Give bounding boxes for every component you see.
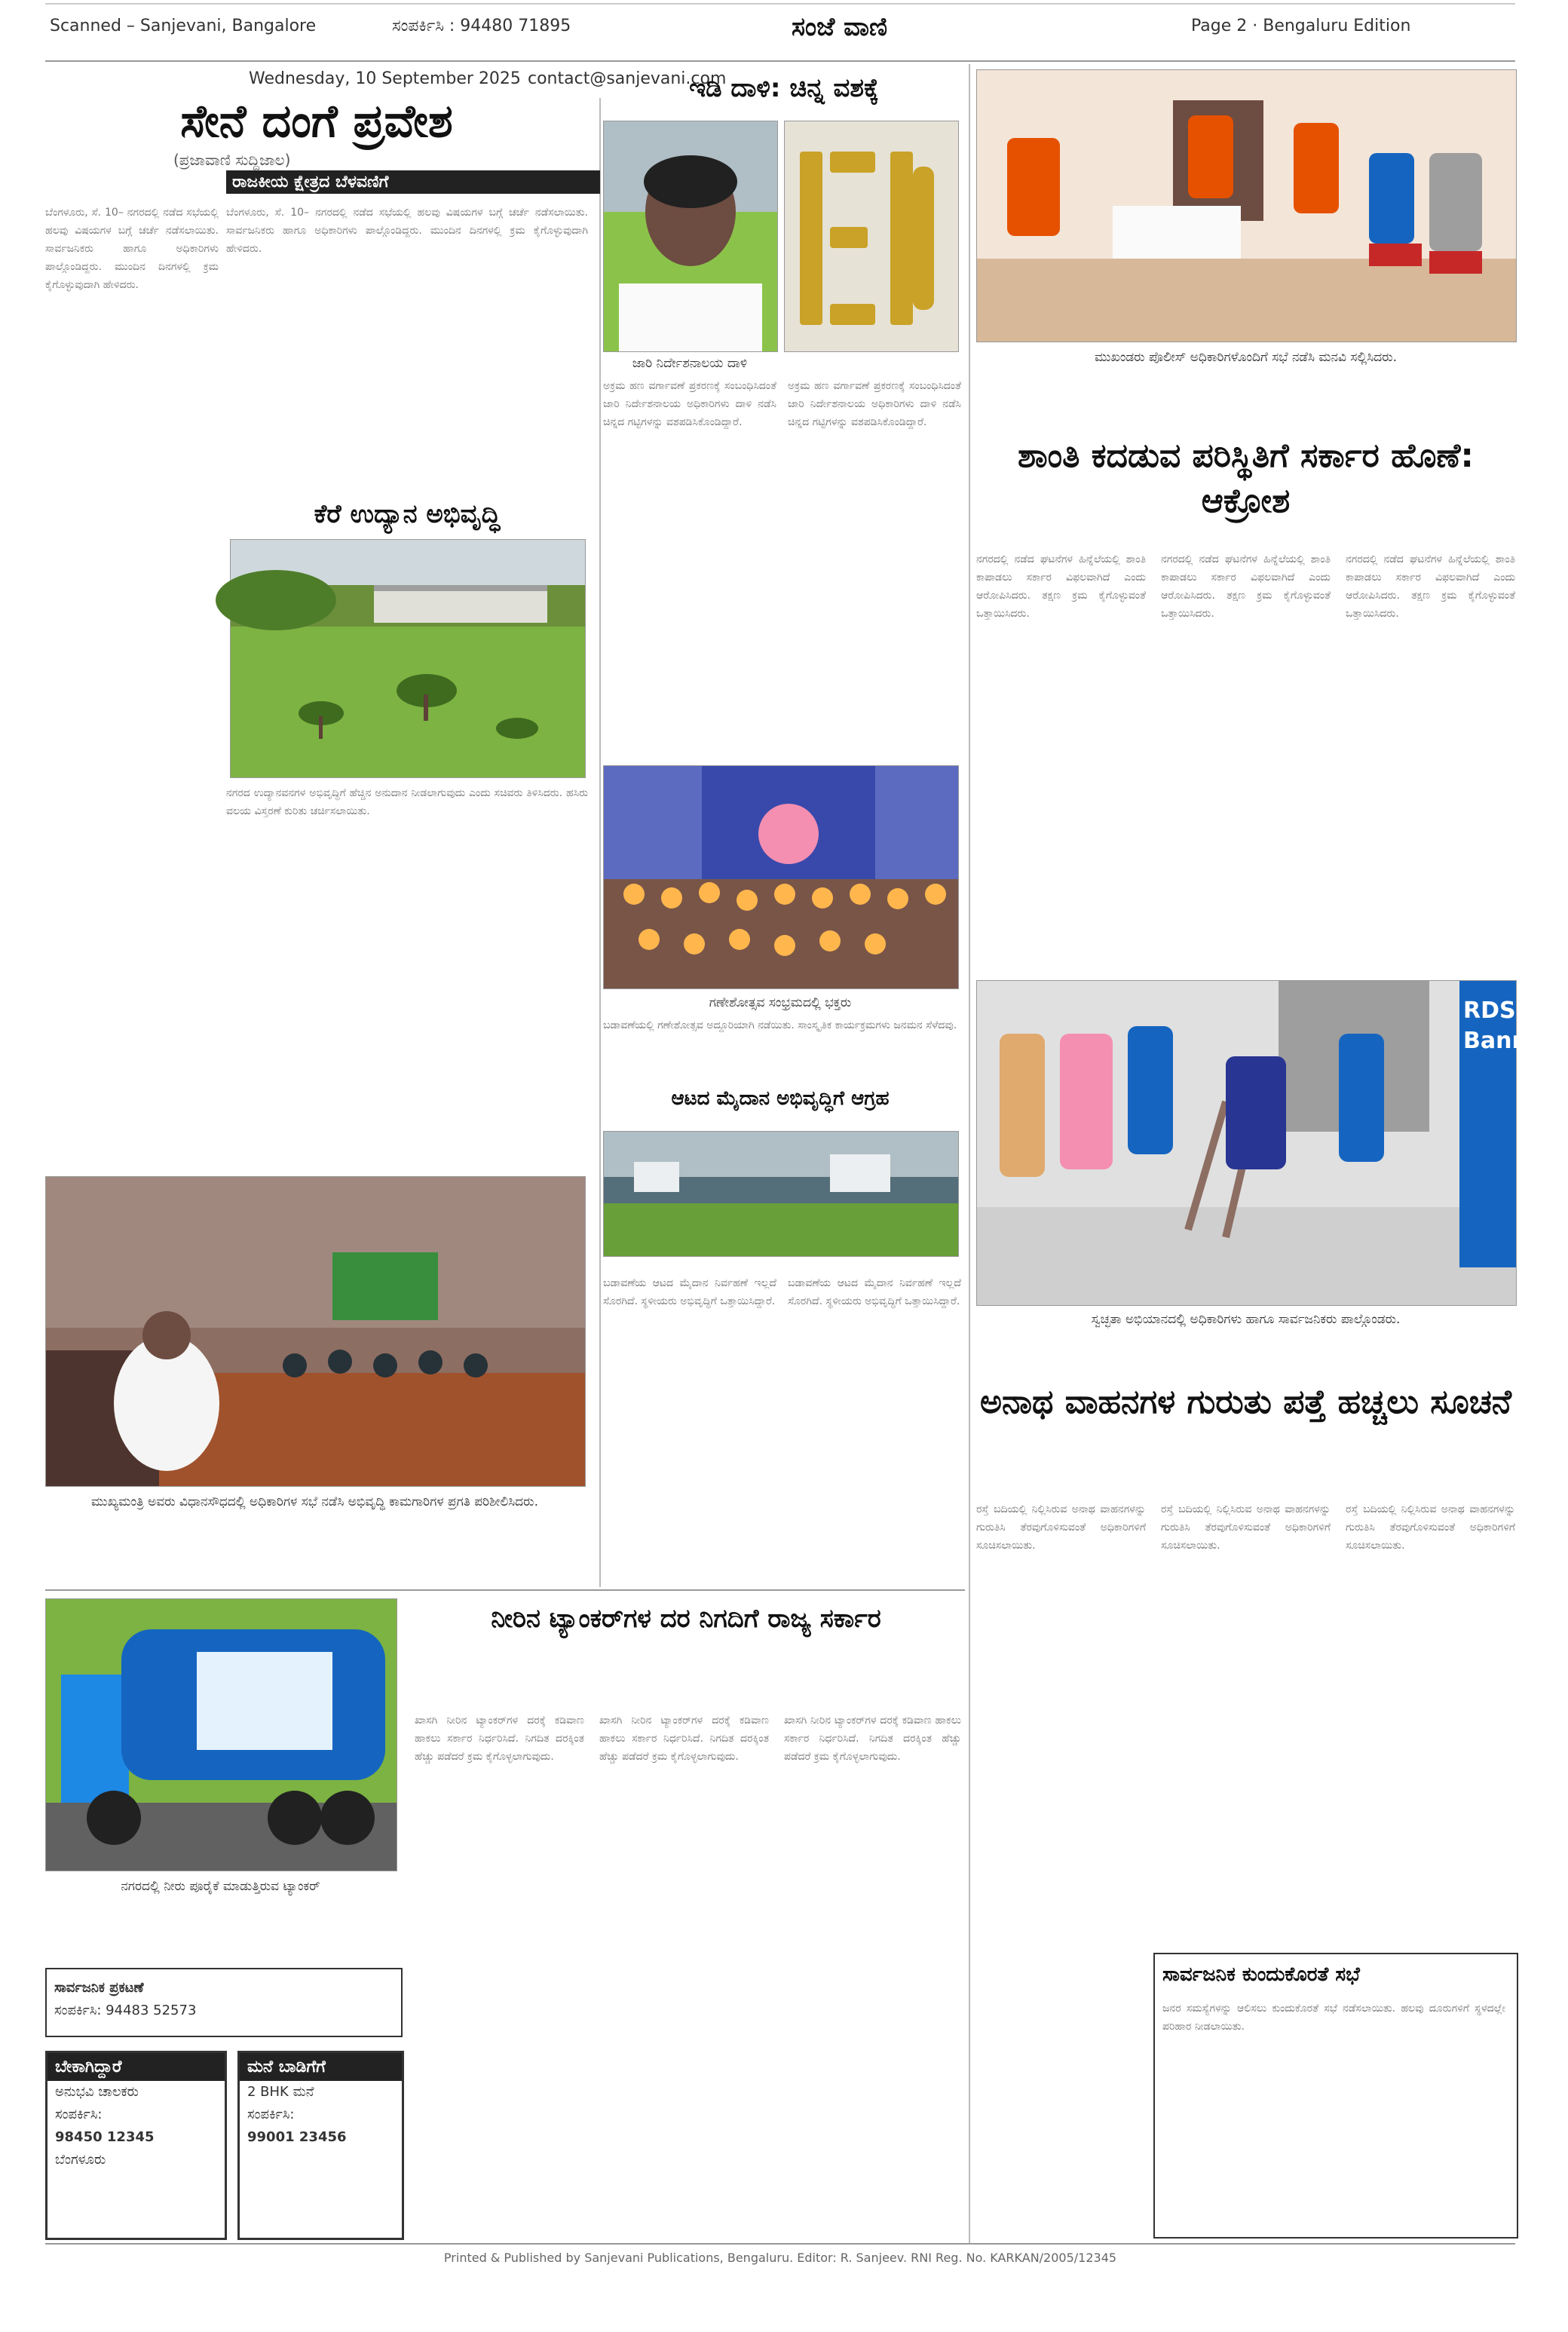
tanker-illustration [46, 1599, 397, 1871]
meeting-caption: ಮುಖಂಡರು ಪೊಲೀಸ್ ಅಧಿಕಾರಿಗಳೊಂದಿಗೆ ಸಭೆ ನಡೆಸಿ ಮನವಿ ಸಲ್ಲಿಸಿದರು. [1094, 350, 1398, 365]
classified-left-line: ಅನುಭವಿ ಚಾಲಕರು [55, 2084, 139, 2100]
classified-right-title: ಮನೆ ಬಾಡಿಗೆಗೆ [240, 2053, 402, 2081]
column-divider [599, 98, 601, 1587]
lead-headline: ಸೇನೆ ದಂಗೆ ಪ್ರವೇಶ [180, 95, 453, 148]
meeting-illustration [46, 1177, 585, 1486]
lead-body-col2: ಬೆಂಗಳೂರು, ಸೆ. 10– ನಗರದಲ್ಲಿ ನಡೆದ ಸಭೆಯಲ್ಲಿ ಹಲವು ವಿಷಯಗಳ ಬಗ್ಗೆ ಚರ್ಚೆ ನಡೆಸಲಾಯಿತು. ಸಾರ್ವಜನಿಕರು ಹಾಗೂ ಅಧಿಕಾರಿಗಳು ಪಾಲ್ಗೊಂಡಿದ್ದರು. ಮುಂದಿನ ದಿನಗಳಲ್ಲಿ ಕ್ರಮ ಕೈಗೊಳ್ಳುವುದಾಗಿ ಹೇಳಿದರು. [226, 207, 588, 255]
cleanliness-body-col1: ರಸ್ತೆ ಬದಿಯಲ್ಲಿ ನಿಲ್ಲಿಸಿರುವ ಅನಾಥ ವಾಹನಗಳನ್ನು ಗುರುತಿಸಿ ತೆರವುಗೊಳಿಸುವಂತೆ ಅಧಿಕಾರಿಗಳಿಗೆ ಸೂಚಿಸಲಾಯಿತು. [976, 1503, 1146, 1552]
lead-subhead: (ಪ್ರಜಾವಾಣಿ ಸುದ್ದಿಜಾಲ) [173, 151, 291, 169]
notice-box [45, 1968, 403, 2037]
paper-name: ಸಂಜೆ ವಾಣಿ [792, 12, 888, 42]
festival-photo [603, 765, 959, 989]
tanker-photo [45, 1598, 397, 1871]
ground-headline: ಆಟದ ಮೈದಾನ ಅಭಿವೃದ್ಧಿಗೆ ಆಗ್ರಹ [671, 1087, 890, 1110]
ed-person-photo [603, 121, 778, 352]
footer-rule [45, 2243, 1515, 2245]
ground-body-col2: ಬಡಾವಣೆಯ ಆಟದ ಮೈದಾನ ನಿರ್ವಹಣೆ ಇಲ್ಲದೆ ಸೊರಗಿದೆ. ಸ್ಥಳೀಯರು ಅಭಿವೃದ್ಧಿಗೆ ಒತ್ತಾಯಿಸಿದ್ದಾರೆ. [788, 1277, 961, 1307]
classified-left-title: ಬೇಕಾಗಿದ್ದಾರೆ [47, 2053, 225, 2081]
ground-illustration [604, 1132, 958, 1256]
park-headline: ಕೆರೆ ಉದ್ಯಾನ ಅಭಿವೃದ್ಧಿ [314, 499, 501, 529]
cleanliness-photo [976, 980, 1568, 1306]
park-illustration [231, 540, 585, 777]
meeting-room-illustration [977, 70, 1516, 342]
classified-right [237, 2051, 404, 2240]
water-body-col3: ಖಾಸಗಿ ನೀರಿನ ಟ್ಯಾಂಕರ್‌ಗಳ ದರಕ್ಕೆ ಕಡಿವಾಣ ಹಾಕಲು ಸರ್ಕಾರ ನಿರ್ಧರಿಸಿದೆ. ನಿಗದಿತ ದರಕ್ಕಿಂತ ಹೆಚ್ಚು ಪಡೆದರೆ ಕ್ರಮ ಕೈಗೊಳ್ಳಲಾಗುವುದು. [784, 1715, 961, 1763]
footer-imprint: Printed & Published by Sanjevani Publications, Bengaluru. Editor: R. Sanjeev. RNI Reg. No. KARKAN/2005/12345 [443, 2251, 1117, 2265]
cm-caption: ಮುಖ್ಯಮಂತ್ರಿ ಅವರು ವಿಧಾನಸೌಧದಲ್ಲಿ ಅಧಿಕಾರಿಗಳ ಸಭೆ ನಡೆಸಿ ಅಭಿವೃದ್ಧಿ ಕಾಮಗಾರಿಗಳ ಪ್ರಗತಿ ಪರಿಶೀಲಿಸಿದರು. [91, 1494, 538, 1509]
ed-body-col2: ಅಕ್ರಮ ಹಣ ವರ್ಗಾವಣೆ ಪ್ರಕರಣಕ್ಕೆ ಸಂಬಂಧಿಸಿದಂತೆ ಜಾರಿ ನಿರ್ದೇಶನಾಲಯ ಅಧಿಕಾರಿಗಳು ದಾಳಿ ನಡೆಸಿ ಚಿನ್ನದ ಗಟ್ಟಿಗಳನ್ನು ವಶಪಡಿಸಿಕೊಂಡಿದ್ದಾರೆ. [788, 380, 961, 428]
festival-body: ಬಡಾವಣೆಯಲ್ಲಿ ಗಣೇಶೋತ್ಸವ ಅದ್ದೂರಿಯಾಗಿ ನಡೆಯಿತು. ಸಾಂಸ್ಕೃತಿಕ ಕಾರ್ಯಕ್ರಮಗಳು ಜನಮನ ಸೆಳೆದವು. [603, 1019, 957, 1031]
notice-line1: ಸಾರ್ವಜನಿಕ ಪ್ರಕಟಣೆ [54, 1980, 144, 1996]
top-rule [45, 3, 1515, 5]
masthead-left: Scanned – Sanjevani, Bangalore [50, 17, 317, 35]
cleanliness-body-col2: ರಸ್ತೆ ಬದಿಯಲ್ಲಿ ನಿಲ್ಲಿಸಿರುವ ಅನಾಥ ವಾಹನಗಳನ್ನು ಗುರುತಿಸಿ ತೆರವುಗೊಳಿಸುವಂತೆ ಅಧಿಕಾರಿಗಳಿಗೆ ಸೂಚಿಸಲಾಯಿತು. [1161, 1503, 1331, 1552]
classified-left [45, 2051, 227, 2240]
classified-right-line: ಸಂಪರ್ಕಿಸಿ: [247, 2107, 295, 2122]
bottom-right-body: ಜನರ ಸಮಸ್ಯೆಗಳನ್ನು ಆಲಿಸಲು ಕುಂದುಕೊರತೆ ಸಭೆ ನಡೆಸಲಾಯಿತು. ಹಲವು ದೂರುಗಳಿಗೆ ಸ್ಥಳದಲ್ಲೇ ಪರಿಹಾರ ನೀಡಲಾಯಿತು. [1162, 2003, 1505, 2033]
ground-photo [603, 1131, 959, 1257]
park-photo [230, 539, 586, 778]
bottom-right-headline: ಸಾರ್ವಜನಿಕ ಕುಂದುಕೊರತೆ ಸಭೆ [1162, 1963, 1360, 1986]
park-body: ನಗರದ ಉದ್ಯಾನವನಗಳ ಅಭಿವೃದ್ಧಿಗೆ ಹೆಚ್ಚಿನ ಅನುದಾನ ನೀಡಲಾಗುವುದು ಎಂದು ಸಚಿವರು ತಿಳಿಸಿದರು. ಹಸಿರು ವಲಯ ವಿಸ್ತರಣೆ ಕುರಿತು ಚರ್ಚಿಸಲಾಯಿತು. [226, 787, 588, 817]
classified-left-line: ಸಂಪರ್ಕಿಸಿ: [55, 2107, 103, 2122]
classified-left-line: ಬೆಂಗಳೂರು [55, 2152, 106, 2168]
festival-illustration [604, 766, 958, 988]
cleanliness-body-col3: ರಸ್ತೆ ಬದಿಯಲ್ಲಿ ನಿಲ್ಲಿಸಿರುವ ಅನಾಥ ವಾಹನಗಳನ್ನು ಗುರುತಿಸಿ ತೆರವುಗೊಳಿಸುವಂತೆ ಅಧಿಕಾರಿಗಳಿಗೆ ಸೂಚಿಸಲಾಯಿತು. [1346, 1503, 1515, 1552]
meeting-body-col2: ನಗರದಲ್ಲಿ ನಡೆದ ಘಟನೆಗಳ ಹಿನ್ನೆಲೆಯಲ್ಲಿ ಶಾಂತಿ ಕಾಪಾಡಲು ಸರ್ಕಾರ ವಿಫಲವಾಗಿದೆ ಎಂದು ಆರೋಪಿಸಿದರು. ತಕ್ಷಣ ಕ್ರಮ ಕೈಗೊಳ್ಳುವಂತೆ ಒತ್ತಾಯಿಸಿದರು. [1161, 553, 1331, 620]
bottom-right-box [1153, 1953, 1518, 2239]
gold-bars-illustration [785, 121, 958, 351]
ed-body-col1: ಅಕ್ರಮ ಹಣ ವರ್ಗಾವಣೆ ಪ್ರಕರಣಕ್ಕೆ ಸಂಬಂಧಿಸಿದಂತೆ ಜಾರಿ ನಿರ್ದೇಶನಾಲಯ ಅಧಿಕಾರಿಗಳು ದಾಳಿ ನಡೆಸಿ ಚಿನ್ನದ ಗಟ್ಟಿಗಳನ್ನು ವಶಪಡಿಸಿಕೊಂಡಿದ್ದಾರೆ. [603, 380, 776, 428]
page-ref: Page 2 · Bengaluru Edition [1191, 17, 1411, 35]
ground-body-col1: ಬಡಾವಣೆಯ ಆಟದ ಮೈದಾನ ನಿರ್ವಹಣೆ ಇಲ್ಲದೆ ಸೊರಗಿದೆ. ಸ್ಥಳೀಯರು ಅಭಿವೃದ್ಧಿಗೆ ಒತ್ತಾಯಿಸಿದ್ದಾರೆ. [603, 1277, 776, 1307]
tanker-caption: ನಗರದಲ್ಲಿ ನೀರು ಪೂರೈಕೆ ಮಾಡುತ್ತಿರುವ ಟ್ಯಾಂಕರ್ [121, 1879, 320, 1894]
water-headline: ನೀರಿನ ಟ್ಯಾಂಕರ್‌ಗಳ ದರ ನಿಗದಿಗೆ ರಾಜ್ಯ ಸರ್ಕಾರ [491, 1604, 881, 1634]
masthead-rule [45, 60, 1515, 62]
classified-left-line: 98450 12345 [55, 2129, 155, 2145]
contact-email: contact@sanjevani.com [528, 69, 727, 88]
cleanliness-caption: ಸ್ವಚ್ಛತಾ ಅಭಿಯಾನದಲ್ಲಿ ಅಧಿಕಾರಿಗಳು ಹಾಗೂ ಸಾರ್ವಜನಿಕರು ಪಾಲ್ಗೊಂಡರು. [1091, 1312, 1401, 1327]
section-rule [45, 1589, 965, 1591]
classified-right-line: 2 BHK ಮನೆ [247, 2084, 314, 2100]
banner-shop-sign: RDS Banners [1463, 997, 1568, 1054]
festival-caption: ಗಣೇಶೋತ್ಸವ ಸಂಭ್ರಮದಲ್ಲಿ ಭಕ್ತರು [709, 995, 852, 1010]
meeting-headline: ಶಾಂತಿ ಕದಡುವ ಪರಿಸ್ಥಿತಿಗೆ ಸರ್ಕಾರ ಹೊಣೆ: ಆಕ್ರೋಶ [1017, 437, 1475, 520]
lead-kicker: ರಾಜಕೀಯ ಕ್ಷೇತ್ರದ ಬೆಳವಣಿಗೆ [226, 170, 600, 194]
cm-meeting-photo [45, 1176, 586, 1487]
notice-line2: ಸಂಪರ್ಕಿಸಿ: 94483 52573 [54, 2003, 197, 2018]
cleanliness-headline: ಅನಾಥ ವಾಹನಗಳ ಗುರುತು ಪತ್ತೆ ಹಚ್ಚಲು ಸೂಚನೆ [980, 1383, 1511, 1421]
column-divider [969, 64, 970, 2243]
classified-right-line: 99001 23456 [247, 2129, 347, 2145]
meeting-body-col3: ನಗರದಲ್ಲಿ ನಡೆದ ಘಟನೆಗಳ ಹಿನ್ನೆಲೆಯಲ್ಲಿ ಶಾಂತಿ ಕಾಪಾಡಲು ಸರ್ಕಾರ ವಿಫಲವಾಗಿದೆ ಎಂದು ಆರೋಪಿಸಿದರು. ತಕ್ಷಣ ಕ್ರಮ ಕೈಗೊಳ್ಳುವಂತೆ ಒತ್ತಾಯಿಸಿದರು. [1346, 553, 1515, 620]
meeting-photo [976, 69, 1517, 342]
water-body-col1: ಖಾಸಗಿ ನೀರಿನ ಟ್ಯಾಂಕರ್‌ಗಳ ದರಕ್ಕೆ ಕಡಿವಾಣ ಹಾಕಲು ಸರ್ಕಾರ ನಿರ್ಧರಿಸಿದೆ. ನಿಗದಿತ ದರಕ್ಕಿಂತ ಹೆಚ್ಚು ಪಡೆದರೆ ಕ್ರಮ ಕೈಗೊಳ್ಳಲಾಗುವುದು. [415, 1715, 584, 1763]
water-body-col2: ಖಾಸಗಿ ನೀರಿನ ಟ್ಯಾಂಕರ್‌ಗಳ ದರಕ್ಕೆ ಕಡಿವಾಣ ಹಾಕಲು ಸರ್ಕಾರ ನಿರ್ಧರಿಸಿದೆ. ನಿಗದಿತ ದರಕ್ಕಿಂತ ಹೆಚ್ಚು ಪಡೆದರೆ ಕ್ರಮ ಕೈಗೊಳ್ಳಲಾಗುವುದು. [599, 1715, 769, 1763]
meeting-body-col1: ನಗರದಲ್ಲಿ ನಡೆದ ಘಟನೆಗಳ ಹಿನ್ನೆಲೆಯಲ್ಲಿ ಶಾಂತಿ ಕಾಪಾಡಲು ಸರ್ಕಾರ ವಿಫಲವಾಗಿದೆ ಎಂದು ಆರೋಪಿಸಿದರು. ತಕ್ಷಣ ಕ್ರಮ ಕೈಗೊಳ್ಳುವಂತೆ ಒತ್ತಾಯಿಸಿದರು. [976, 553, 1146, 620]
cleanliness-illustration [977, 981, 1568, 1305]
ed-caption: ಜಾರಿ ನಿರ್ದೇಶನಾಲಯ ದಾಳಿ [632, 356, 748, 371]
date-line: Wednesday, 10 September 2025 [249, 69, 521, 88]
person-illustration [604, 121, 777, 351]
ed-headline: ಇಡಿ ದಾಳಿ: ಚಿನ್ನ ವಶಕ್ಕೆ [689, 73, 879, 103]
masthead-phone: ಸಂಪರ್ಕಿಸಿ : 94480 71895 [392, 17, 571, 35]
ed-gold-photo [784, 121, 959, 352]
lead-body-col1: ಬೆಂಗಳೂರು, ಸೆ. 10– ನಗರದಲ್ಲಿ ನಡೆದ ಸಭೆಯಲ್ಲಿ ಹಲವು ವಿಷಯಗಳ ಬಗ್ಗೆ ಚರ್ಚೆ ನಡೆಸಲಾಯಿತು. ಸಾರ್ವಜನಿಕರು ಹಾಗೂ ಅಧಿಕಾರಿಗಳು ಪಾಲ್ಗೊಂಡಿದ್ದರು. ಮುಂದಿನ ದಿನಗಳಲ್ಲಿ ಕ್ರಮ ಕೈಗೊಳ್ಳುವುದಾಗಿ ಹೇಳಿದರು. [45, 207, 219, 291]
